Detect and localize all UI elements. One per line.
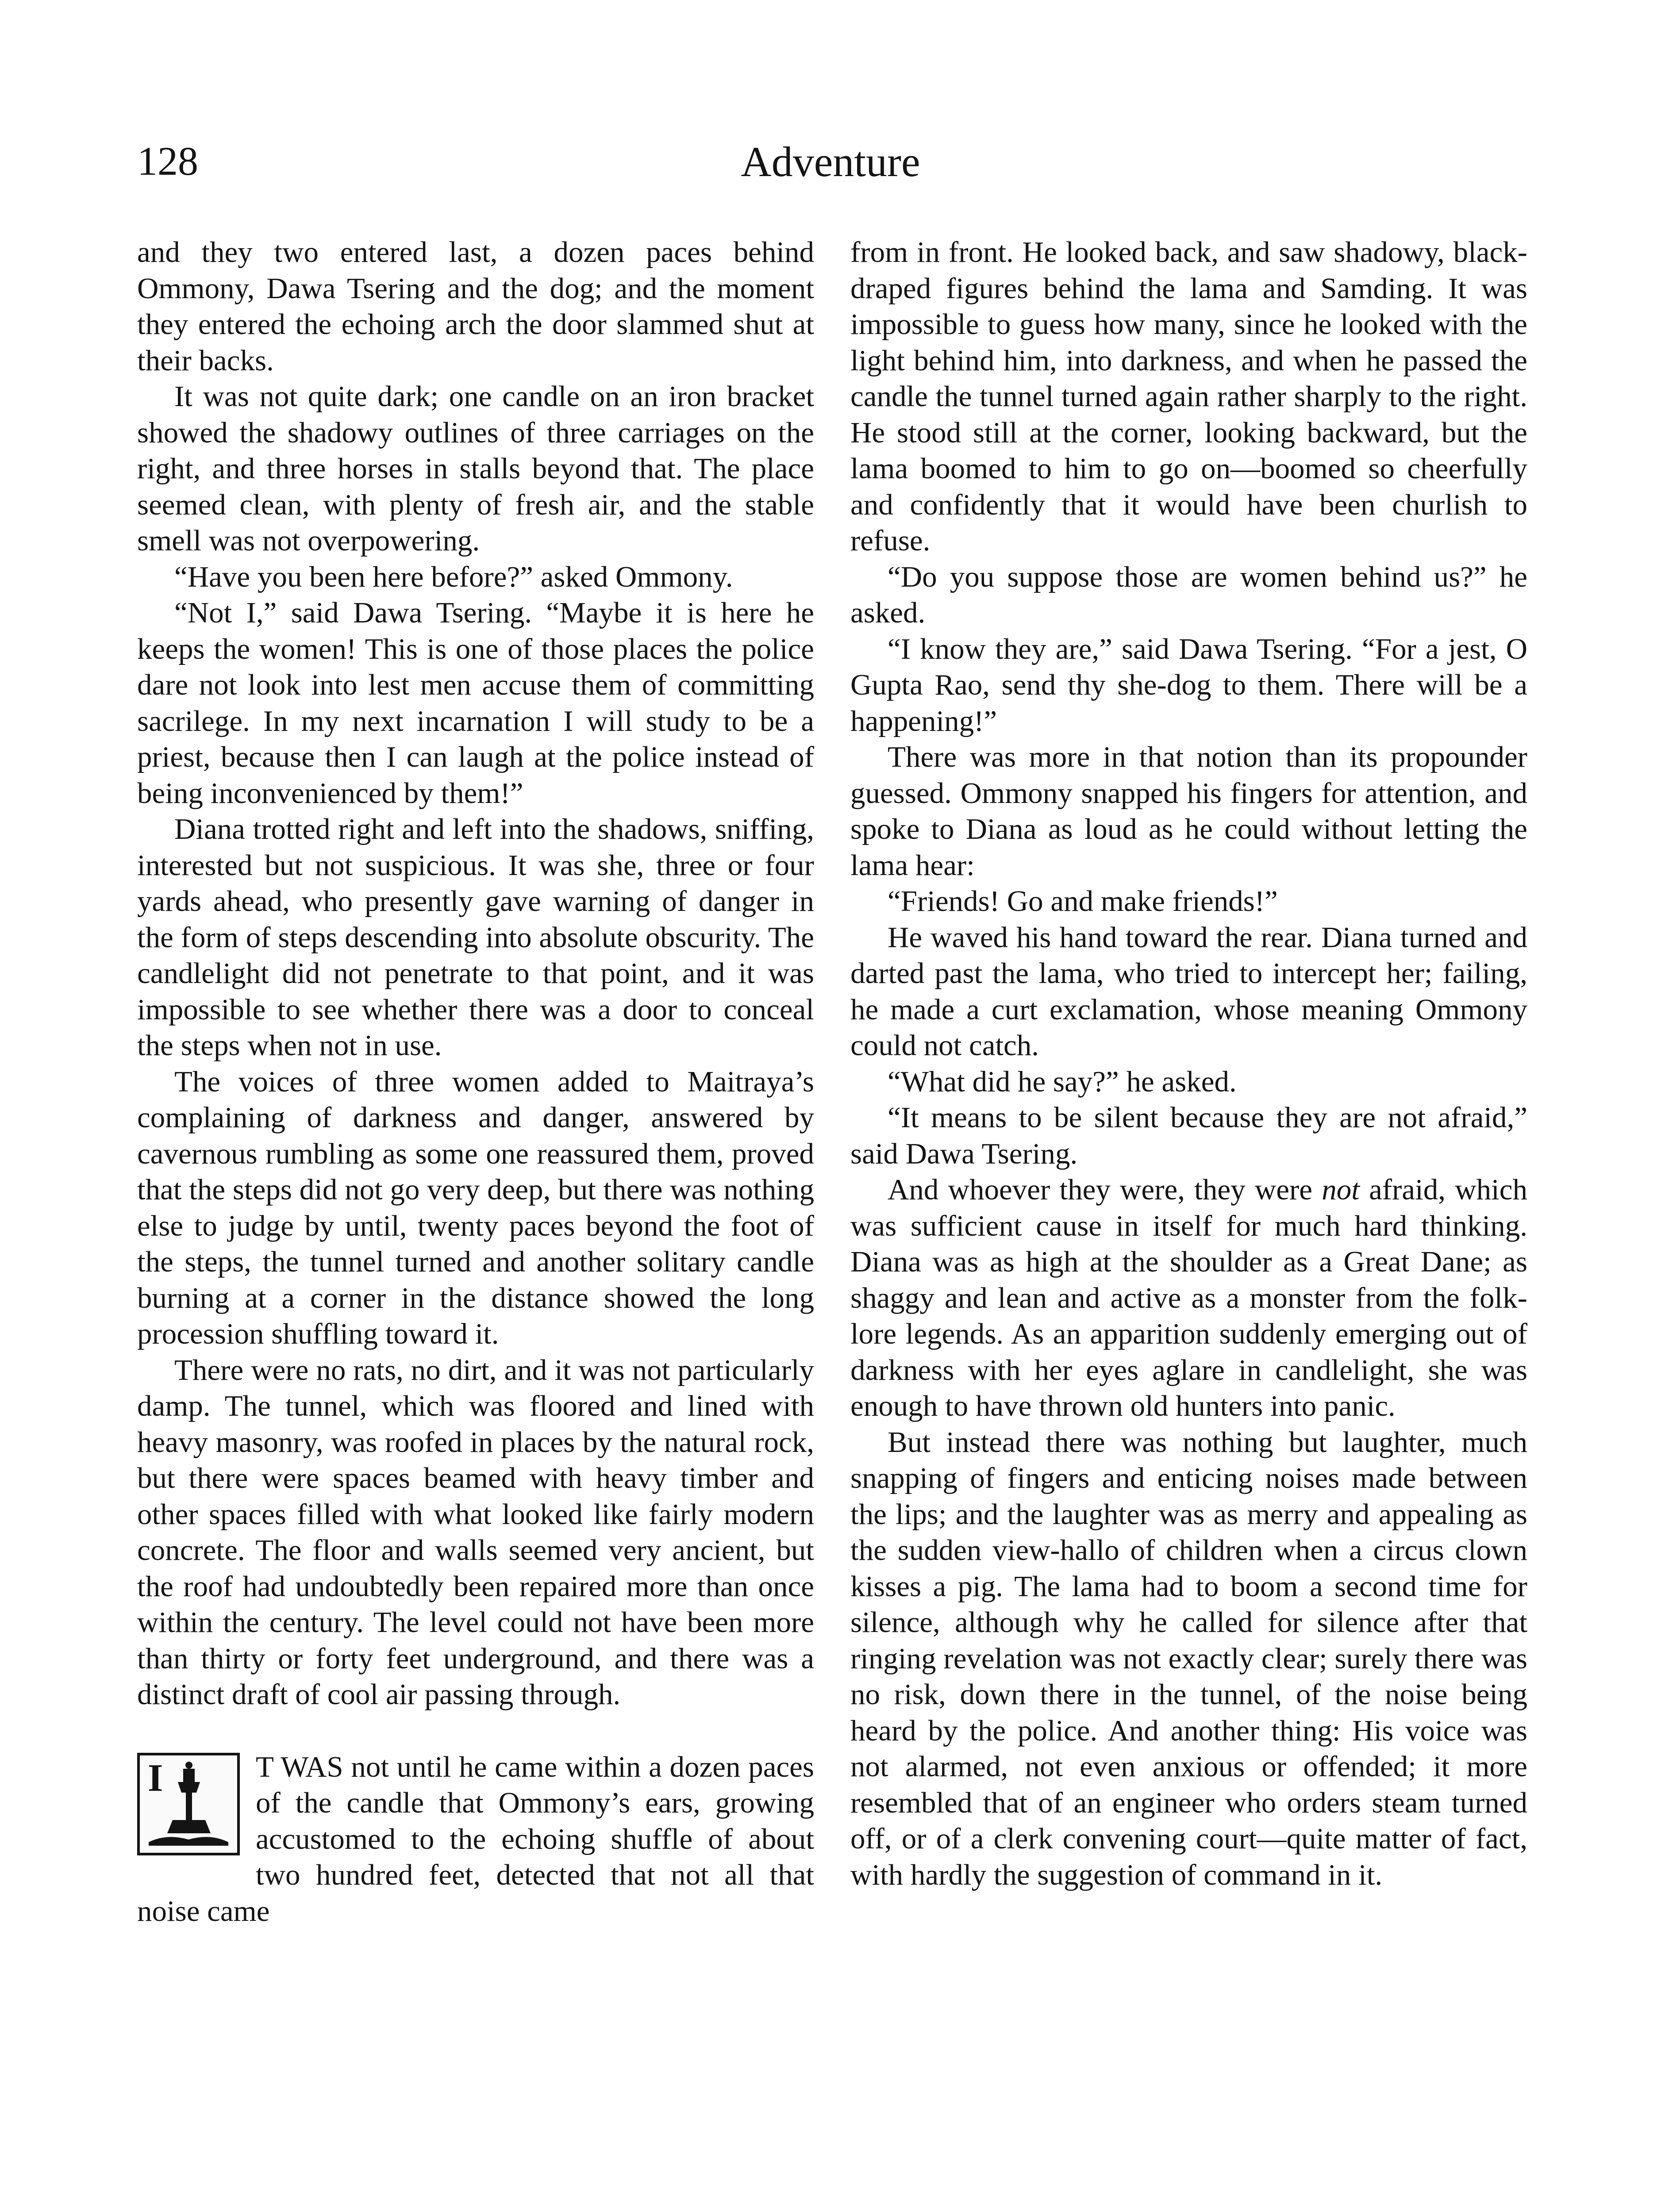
paragraph: “Not I,” said Dawa Tsering. “Maybe it is here he keeps the women! This is one of those places the police dare not look into lest men accuse them of committing sacrilege. In my next incarnation I will study to be a priest, because then I can laugh at the police instead of being inconvenienced by them!”	[137, 596, 814, 810]
paragraph: “I know they are,” said Dawa Tsering. “For a jest, O Gupta Rao, send thy she-dog to them. There will be a happening!”	[850, 632, 1527, 737]
paragraph: There was more in that notion than its propounder guessed. Ommony snapped his fingers for attention, and spoke to Diana as loud as he could without letting the lama hear:	[850, 741, 1527, 882]
paragraph: There were no rats, no dirt, and it was not particularly damp. The tunnel, which was floored and lined with heavy masonry, was roofed in places by the natural rock, but there were spaces beamed with heavy timber and other spaces filled with what looked like fairly modern concrete. The floor and walls seemed very ancient, but the roof had undoubtedly been repaired more than once within the century. The level could not have been more than thirty or forty feet underground, and there was a distinct draft of cool air passing through.	[137, 1353, 814, 1711]
paragraph: He waved his hand toward the rear. Diana turned and darted past the lama, who tried to intercept her; failing, he made a curt exclamation, whose meaning Ommony could not catch.	[850, 921, 1527, 1062]
section-opening-paragraph	[137, 1749, 814, 1930]
paragraph: Diana trotted right and left into the shadows, sniffing, interested but not suspicious. It was she, three or four yards ahead, who presently gave warning of danger in the form of steps descending into absolute obscurity. The candlelight did not penetrate to that point, and it was impossible to see whether there was a door to conceal the steps when not in use.	[137, 813, 814, 1062]
section-paragraph-text: T WAS not until he came within a dozen paces of the candle that Ommony’s ears, growing accustomed to the echoing shuffle of about two hundred feet, detected that not all that noise came	[137, 1750, 814, 1928]
paragraph: “It means to be silent because they are not afraid,” said Dawa Tsering.	[850, 1101, 1527, 1170]
initial-letter: I	[148, 1756, 163, 1800]
paragraph: The voices of three women added to Maitraya’s complaining of darkness and danger, answered by cavernous rumbling as some one reassured them, proved that the steps did not go very deep, but there was nothing else to judge by until, twenty paces beyond the foot of the steps, the tunnel turned and another solitary candle burning at a corner in the distance showed the long procession shuffling toward it.	[137, 1065, 814, 1350]
text-run: afraid, which was sufficient cause in itself for much hard thinking. Diana was as high at the shoulder as a Great Dane; as shaggy and lean and active as a monster from the folk-lore legends. As an apparition suddenly emerging out of darkness with her eyes aglare in candlelight, she was enough to have thrown old hunters into panic.	[850, 1173, 1527, 1422]
paragraph: from in front. He looked back, and saw shadowy, black-draped figures behind the lama and Samding. It was impossible to guess how many, since he looked with the light behind him, into darkness, and when he passed the candle the tunnel turned again rather sharply to the right. He stood still at the corner, looking backward, but the lama boomed to him to go on—boomed so cheerfully and confidently that it would have been churlish to refuse.	[850, 236, 1527, 557]
paragraph: “Have you been here before?” asked Ommony.	[174, 560, 733, 593]
running-head: Adventure	[741, 138, 920, 185]
paragraph	[850, 1172, 1527, 1425]
right-column	[850, 234, 1527, 1893]
page-number: 128	[137, 138, 198, 184]
paragraph: “Do you suppose those are women behind us?” he asked.	[850, 560, 1527, 629]
paragraph: It was not quite dark; one candle on an iron bracket showed the shadowy outlines of three carriages on the right, and three horses in stalls beyond that. The place seemed clean, with plenty of fresh air, and the stable smell was not overpowering.	[137, 380, 814, 557]
paragraph: But instead there was nothing but laughter, much snapping of fingers and enticing noises made between the lips; and the laughter was as merry and appealing as the sudden view-hallo of children when a circus clown kisses a pig. The lama had to boom a second time for silence, although why he called for silence after that ringing revelation was not exactly clear; surely there was no risk, down there in the tunnel, of the noise being heard by the police. And another thing: His voice was not alarmed, not even anxious or offended; it more resembled that of an engineer who orders steam turned off, or of a clerk convening court—quite matter of fact, with hardly the suggestion of command in it.	[850, 1425, 1527, 1891]
paragraph: “Friends! Go and make friends!”	[888, 885, 1278, 918]
paragraph: “What did he say?” he asked.	[888, 1065, 1237, 1098]
decorated-initial	[137, 1753, 240, 1855]
paragraph: and they two entered last, a dozen paces behind Ommony, Dawa Tsering and the dog; and the moment they entered the echoing arch the door slammed shut at their backs.	[137, 236, 814, 377]
section-break	[137, 1713, 814, 1749]
text-run: And whoever they were, they were	[888, 1173, 1322, 1206]
emphasis-text: not	[1322, 1173, 1360, 1206]
left-column	[137, 234, 814, 1929]
